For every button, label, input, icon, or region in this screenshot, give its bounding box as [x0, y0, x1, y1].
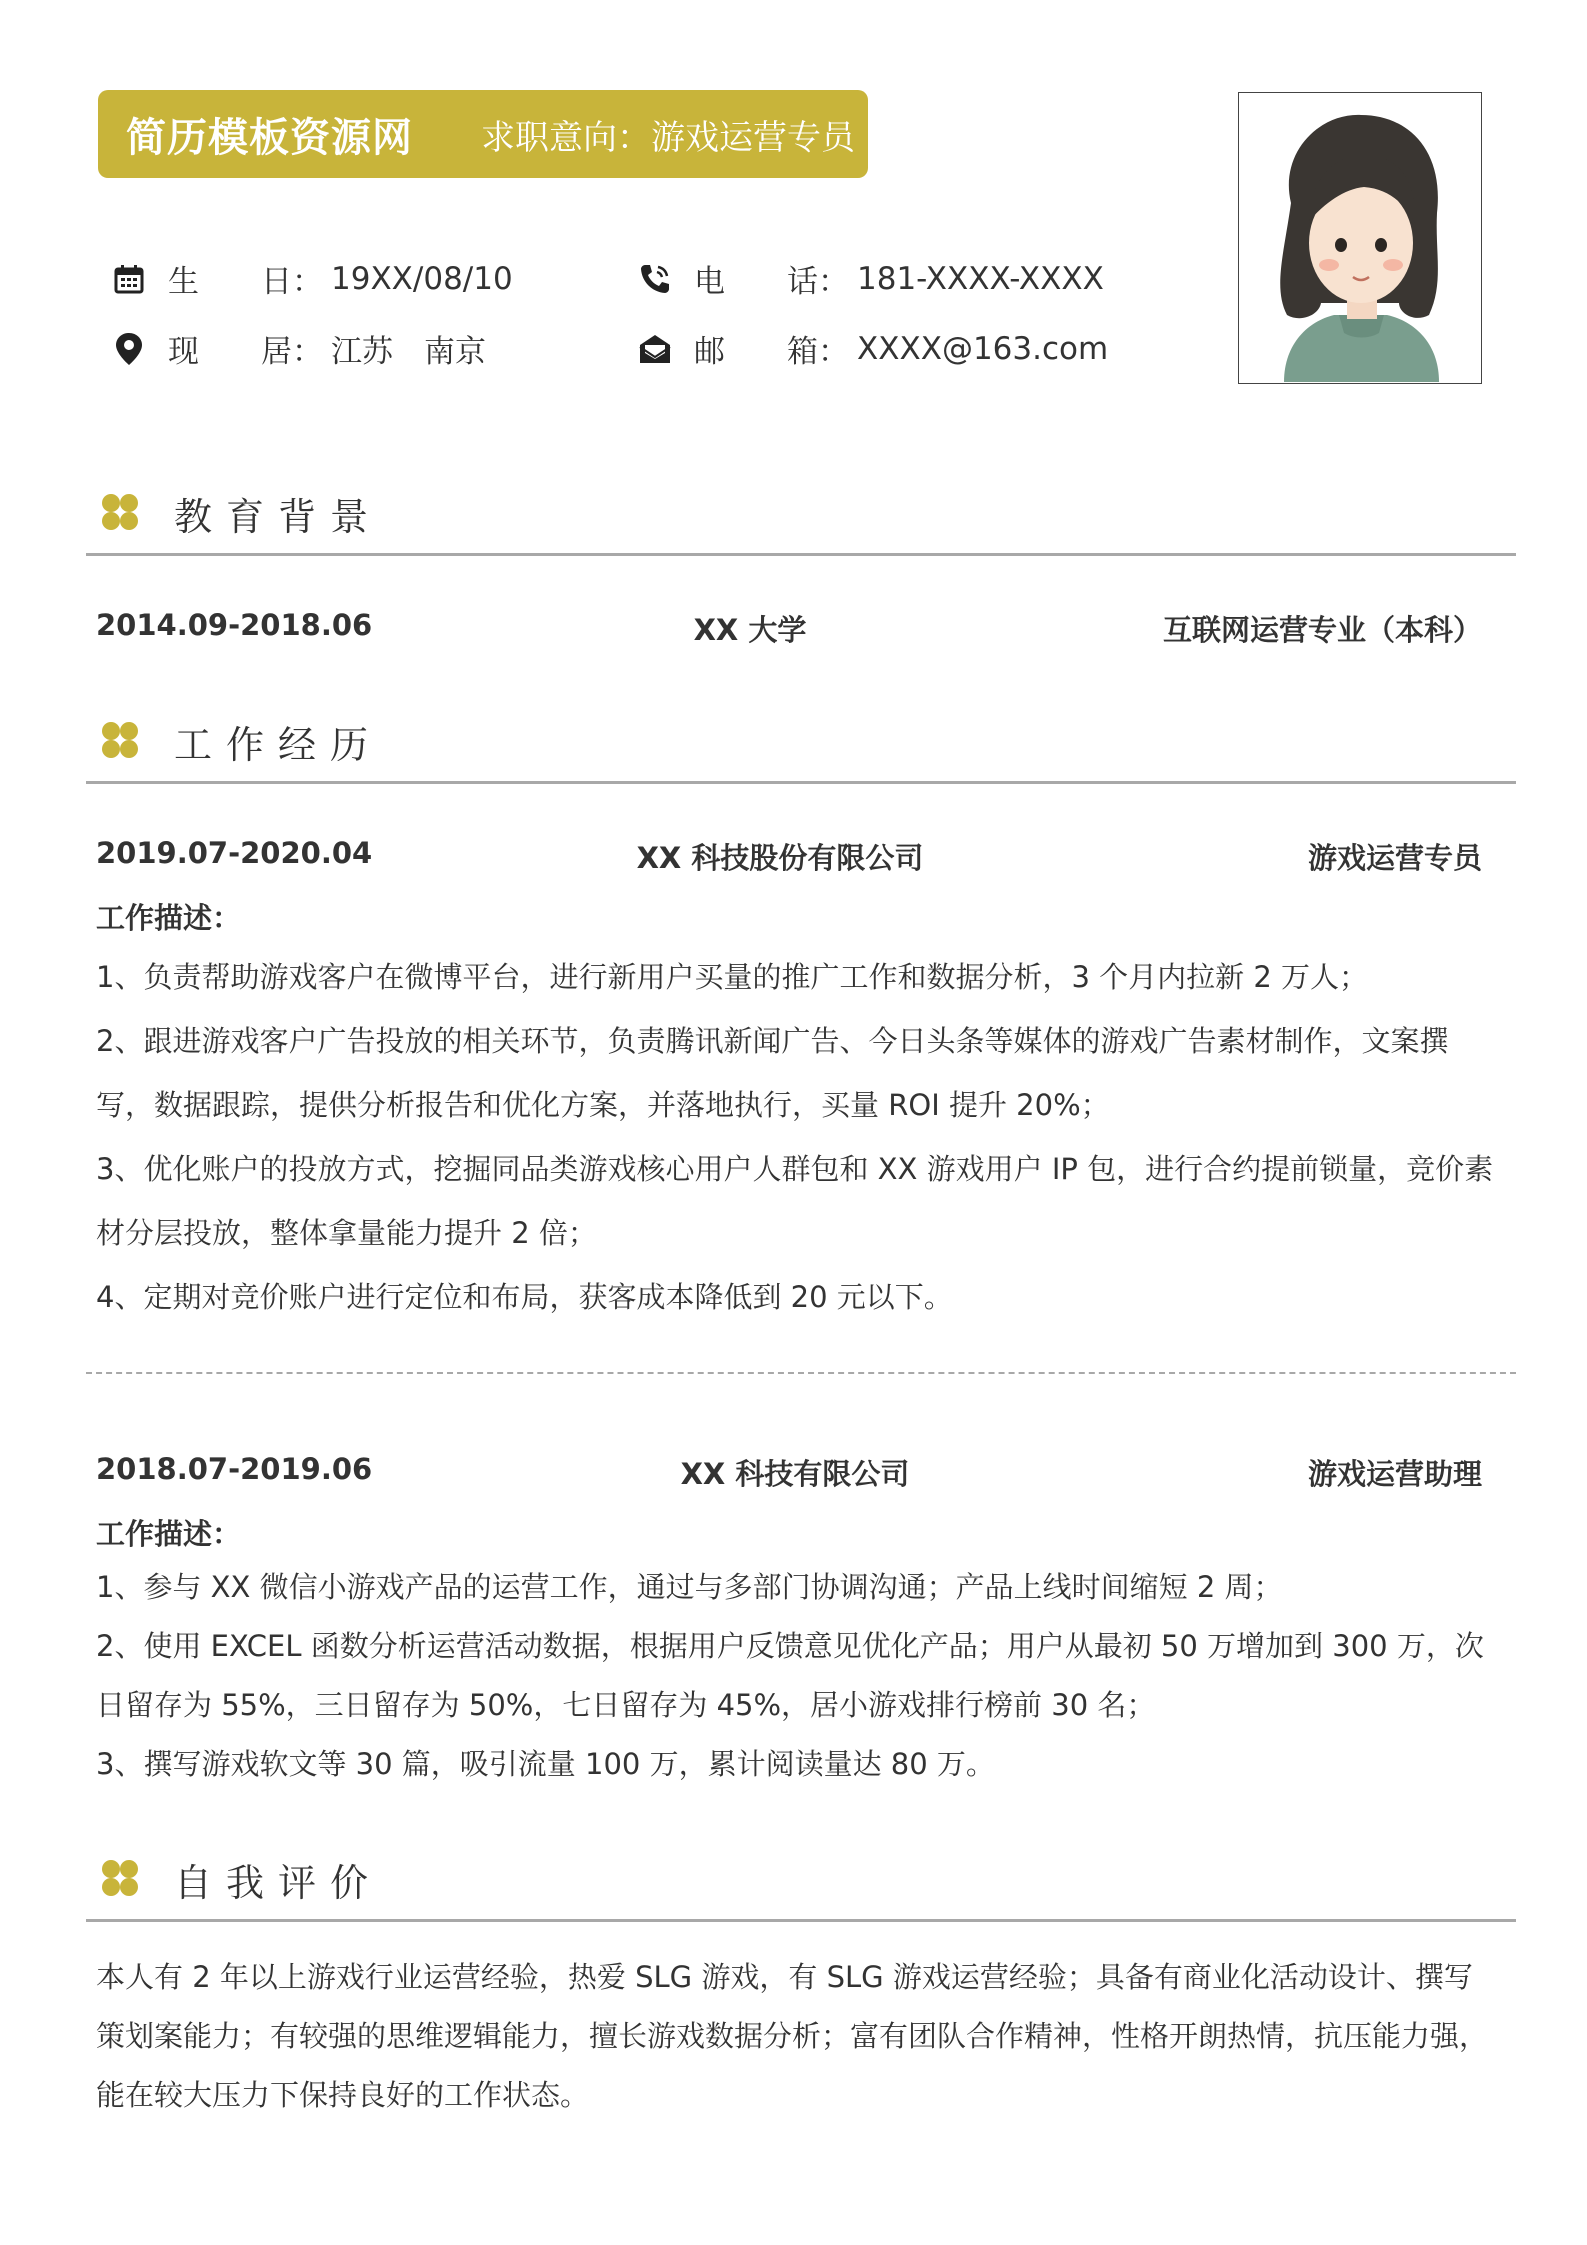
education-date: 2014.09-2018.06 — [96, 608, 373, 642]
job-desc-item: 1、负责帮助游戏客户在微博平台，进行新用户买量的推广工作和数据分析，3 个月内拉新 2 万人； — [96, 960, 1369, 994]
phone-value: 181-XXXX-XXXX — [857, 260, 1104, 297]
email-row — [638, 326, 1108, 371]
email-value: XXXX@163.com — [857, 330, 1109, 367]
job-desc-title: 工作描述： — [96, 1517, 242, 1551]
job-desc-item: 2、跟进游戏客户广告投放的相关环节，负责腾讯新闻广告、今日头条等媒体的游戏广告素材制作，文案撰写，数据跟踪，提供分析报告和优化方案，并落地执行，买量 ROI 提升 20%； — [96, 1024, 1449, 1122]
job-desc-item: 4、定期对竞价账户进行定位和布局，获客成本降低到 20 元以下。 — [96, 1280, 953, 1314]
section-title-work: 工作经历 — [174, 723, 383, 767]
phone-label: 电 话： — [694, 264, 849, 300]
job-role: 游戏运营助理 — [1307, 1457, 1482, 1491]
job-desc-title: 工作描述： — [96, 901, 242, 935]
clover-icon — [100, 492, 140, 532]
section-divider — [86, 553, 1516, 556]
clover-icon — [100, 1858, 140, 1898]
dashed-divider — [86, 1372, 1516, 1374]
section-title-education: 教育背景 — [174, 495, 383, 539]
education-major: 互联网运营专业（本科） — [1162, 613, 1482, 647]
header-banner — [98, 90, 868, 178]
job-desc-item: 3、优化账户的投放方式，挖掘同品类游戏核心用户人群包和 XX 游戏用户 IP 包，进行合约提前锁量，竞价素材分层投放，整体拿量能力提升 2 倍； — [96, 1152, 1494, 1250]
section-title-self-evaluation: 自我评价 — [174, 1861, 383, 1905]
section-divider — [86, 1919, 1516, 1922]
location-pin-icon — [112, 332, 146, 366]
birth-row — [112, 256, 513, 301]
email-label: 邮 箱： — [694, 334, 849, 370]
birth-label: 生 日： — [168, 264, 323, 300]
resume-name: 简历模板资源网 — [126, 114, 413, 161]
clover-icon — [100, 720, 140, 760]
job-desc — [96, 945, 1496, 1329]
mail-icon — [638, 332, 672, 366]
self-evaluation-text: 本人有 2 年以上游戏行业运营经验，热爱 SLG 游戏，有 SLG 游戏运营经验；具备有商业化活动设计、撰写策划案能力；有较强的思维逻辑能力，擅长游戏数据分析；富有团队合作精神，性格开朗热情，抗压能力强，能在较大压力下保持良好的工作状态。 — [96, 1960, 1489, 2112]
education-school: XX 大学 — [693, 613, 807, 647]
job-desc — [96, 1558, 1496, 1794]
calendar-icon — [112, 262, 146, 296]
job-company: XX 科技股份有限公司 — [636, 841, 924, 875]
phone-row — [638, 256, 1104, 301]
birth-value: 19XX/08/10 — [331, 260, 513, 297]
job-desc-item: 1、参与 XX 微信小游戏产品的运营工作，通过与多部门协调沟通；产品上线时间缩短 2 周； — [96, 1570, 1283, 1604]
residence-row — [112, 326, 486, 371]
job-company: XX 科技有限公司 — [680, 1457, 910, 1491]
job-date: 2018.07-2019.06 — [96, 1452, 373, 1486]
job-intent: 求职意向：游戏运营专员 — [481, 117, 855, 158]
residence-label: 现 居： — [168, 334, 323, 370]
avatar-photo — [1238, 92, 1482, 384]
residence-value: 江苏 南京 — [331, 334, 486, 370]
phone-icon — [638, 262, 672, 296]
job-desc-item: 3、撰写游戏软文等 30 篇，吸引流量 100 万，累计阅读量达 80 万。 — [96, 1747, 995, 1781]
section-divider — [86, 781, 1516, 784]
job-role: 游戏运营专员 — [1307, 841, 1482, 875]
job-desc-item: 2、使用 EXCEL 函数分析运营活动数据，根据用户反馈意见优化产品；用户从最初 50 万增加到 300 万，次日留存为 55%，三日留存为 50%，七日留存为 45%，居小游戏排行榜前 30 名； — [96, 1629, 1484, 1722]
job-date: 2019.07-2020.04 — [96, 836, 373, 870]
